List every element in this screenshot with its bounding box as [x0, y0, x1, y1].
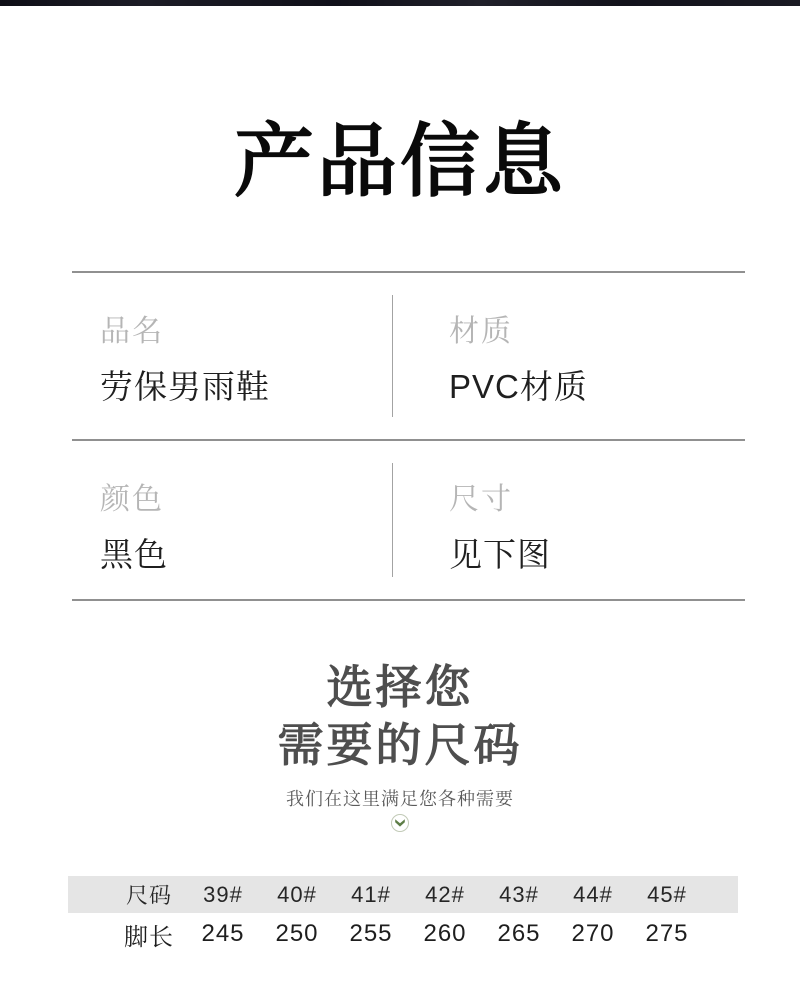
size-section-heading [0, 658, 800, 774]
size-chart-footlength-43: 265 [497, 920, 541, 947]
size-chart-size-41: 41# [351, 881, 391, 907]
spec-value-material: PVC材质 [449, 368, 588, 405]
size-chart-value-row [68, 913, 738, 955]
spec-cell-name [72, 273, 393, 439]
page-title: 产品信息 [234, 117, 566, 206]
size-chart-size-43: 43# [499, 881, 539, 907]
size-chart-table [68, 876, 738, 955]
spec-row-2 [72, 441, 745, 599]
spec-cell-material [393, 273, 745, 439]
size-chart-footlength-41: 255 [349, 920, 393, 947]
spec-cell-color [72, 441, 393, 599]
spec-label-name: 品名 [100, 315, 164, 348]
size-chart-size-44: 44# [573, 881, 613, 907]
spec-label-size: 尺寸 [449, 483, 513, 516]
vertical-divider [392, 295, 393, 417]
size-chart-size-42: 42# [425, 881, 465, 907]
spec-row-1 [72, 273, 745, 439]
spec-label-color: 颜色 [100, 483, 164, 516]
scroll-hint [0, 814, 800, 834]
size-section-subtitle: 我们在这里满足您各种需要 [286, 789, 514, 809]
spec-value-name: 劳保男雨鞋 [100, 368, 270, 405]
size-chart-footlength-39: 245 [201, 920, 245, 947]
spec-cell-size [393, 441, 745, 599]
vertical-divider [392, 463, 393, 577]
top-image-edge [0, 0, 800, 6]
product-spec-table [72, 271, 745, 601]
size-chart-footlength-45: 275 [645, 920, 689, 947]
divider-bottom [72, 599, 745, 601]
size-chart-size-40: 40# [277, 881, 317, 907]
spec-label-material: 材质 [449, 315, 513, 348]
spec-value-size: 见下图 [449, 536, 551, 573]
size-chart-header-row [68, 876, 738, 913]
size-chart-footlength-42: 260 [423, 920, 467, 947]
size-chart-footlength-44: 270 [571, 920, 615, 947]
size-chart-size-45: 45# [647, 881, 687, 907]
spec-value-color: 黑色 [100, 536, 168, 573]
size-heading-line2: 需要的尺码 [277, 719, 523, 771]
size-chart-footlength-40: 250 [275, 920, 319, 947]
chevron-down-circle-icon [391, 814, 409, 832]
size-chart-size-39: 39# [203, 881, 243, 907]
size-chart-footlength-label: 脚长 [124, 923, 174, 951]
size-heading-line1: 选择您 [326, 661, 474, 713]
size-chart-header-label: 尺码 [125, 883, 172, 908]
